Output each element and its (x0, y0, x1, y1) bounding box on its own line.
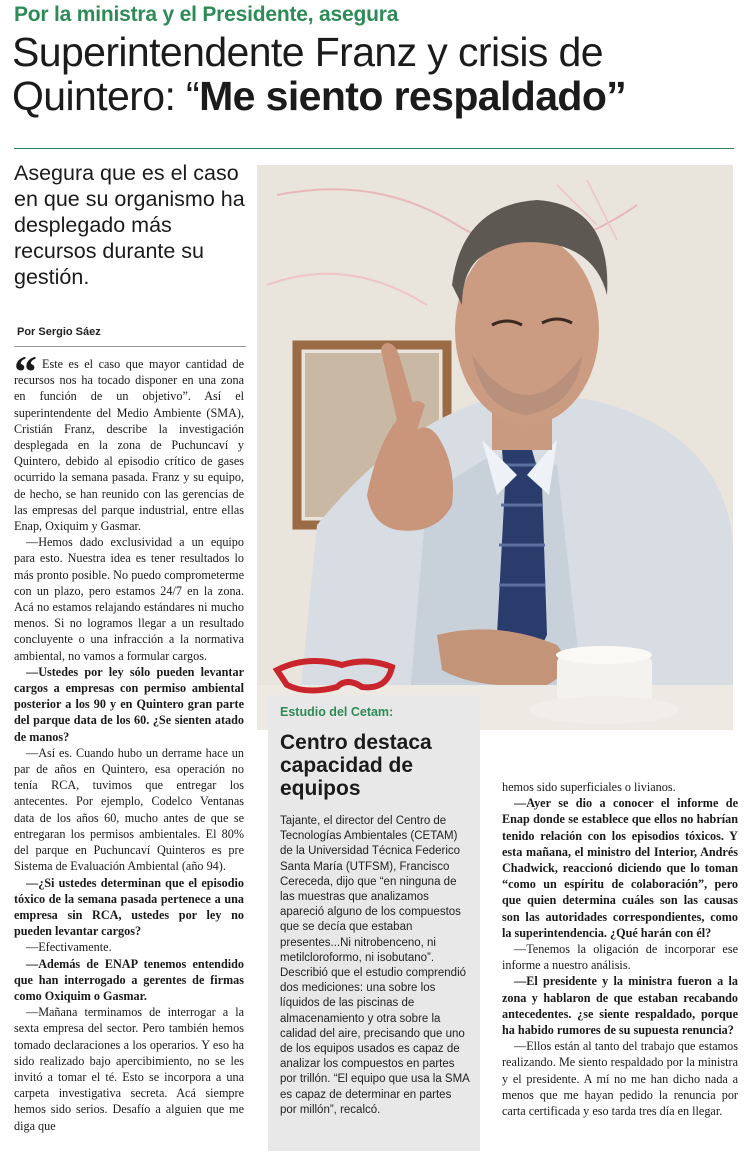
article-headline (12, 30, 747, 118)
answer-5: —Ellos están al tanto del trabajo que estamos realizando. Me siento respaldado por la ministra y el presidente. A mí no me han dicho nada a menos que me hayan pedido la renuncia por carta certificada y eso tarda tres día en llegar. (502, 1039, 738, 1119)
question-1: —Ustedes por ley sólo pueden levantar cargos a empresas con permiso ambiental posterior a los 90 y en Quintero gran parte del parque data de los 60. ¿Se sienten atado de manos? (14, 664, 244, 744)
opening-quote-icon: “ (14, 346, 37, 397)
sidebar-body: Tajante, el director del Centro de Tecnologías Ambientales (CETAM) de la Universidad Técnica Federico Santa María (UTFSM), Francisco Cereceda, dijo que “en ninguna de las muestras que analizamos apareció alguno de los compuestos que se decía que estaban presentes...Ni nitrobenceno, ni metilcloroformo, ni isobutano”. Describió que el estudio comprendió dos mediciones: una sobre los líquidos de las piscinas de almacenamiento y otra sobre la calidad del aire, precisando que uno de los equipos usados es capaz de analizar los compuestos en partes por trillón. “El equipo que usa la SMA es capaz de determinar en partes por millón”, recalcó. (280, 815, 470, 1116)
article-column-3 (502, 779, 738, 1119)
photo-illustration (257, 165, 733, 730)
lead-paragraph (14, 356, 244, 534)
article-kicker: Por la ministra y el Presidente, asegura (14, 3, 399, 26)
headline-bold: Me siento respaldado” (199, 73, 627, 119)
question-2: —¿Si ustedes determinan que el episodio tóxico de la semana pasada pertenece a una empresa sin RCA, ustedes por ley no pueden levantar cargos? (14, 875, 244, 939)
paragraph-1: —Hemos dado exclusividad a un equipo para esto. Nuestra idea es tener resultados lo más pronto posible. No puedo comprometerme con un plazo, pero estamos 24/7 en la zona. Acá no estamos relajando estándares ni mucho menos. Si no logramos llegar a un resultado concluyente o una infracción a la normativa ambiental, no vamos a formular cargos. (14, 535, 244, 663)
byline-divider (14, 346, 246, 347)
headline-regular: Superintendente Franz y crisis de Quintero: “ (12, 29, 603, 119)
byline: Por Sergio Sáez (17, 326, 101, 338)
article-column-1 (14, 356, 244, 1134)
lead-paragraph-text: Este es el caso que mayor cantidad de recursos nos ha tocado disponer en una zona en función de un objetivo”. Así el superintendente del Medio Ambiente (SMA), Cristián Franz, describe la investigación desplegada en la zona de Puchuncaví y Quintero, debido al episodio crítico de gases ocurrido la semana pasada. Franz y su equipo, de hecho, se han reunido con las gerencias de las empresas del parque industrial, entre ellas Enap, Oxiquim y Gasmar. (14, 357, 244, 534)
question-3: —Además de ENAP tenemos entendido que han interrogado a gerentes de firmas como Oxiquim o Gasmar. (14, 956, 244, 1003)
answer-3: —Mañana terminamos de interrogar a la sexta empresa del sector. Pero también hemos tomado declaraciones a los operarios. Y eso ha sido realizado bajo apercibimiento, no se les invitó a tomar el té. Esto se incorpora a una carpeta investigativa secreta. Acá siempre hemos sido serios. Desafío a alguien que me diga que (14, 1005, 244, 1133)
sidebar-box (268, 695, 480, 1151)
article-deck: Asegura que es el caso en que su organismo ha desplegado más recursos durante su gestión. (14, 161, 245, 289)
answer-1: —Así es. Cuando hubo un derrame hace un par de años en Quintero, esa operación no tenía RCA, tuvimos que entregar los antecentes. Por ejemplo, Codelco Ventanas data de los años 60, mucho antes de que se entregaran los permisos ambientales. El 80% del parque en Puchuncaví Quinteros es pre Sistema de Evaluación Ambiental (año 94). (14, 745, 244, 874)
answer-2: —Efectivamente. (26, 940, 112, 955)
continuation-line: hemos sido superficiales o livianos. (502, 780, 676, 794)
answer-4: —Tenemos la oligación de incorporar ese informe a nuestro análisis. (502, 942, 738, 973)
sidebar-title: Centro destaca capacidad de equipos (280, 731, 432, 800)
question-4: —Ayer se dio a conocer el informe de Enap donde se establece que ellos no habrían tenido relación con los episodios tóxicos. Y esta mañana, el ministro del Interior, Andrés Chadwick, reaccionó diciendo que lo toman “como un espíritu de colaboración”, pero que quien determina cuáles son las causas son las autoridades correspondientes, como la superintendencia. ¿Qué harán con él? (502, 796, 738, 940)
superintendent-photo (257, 165, 733, 730)
sidebar-kicker: Estudio del Cetam: (280, 705, 394, 719)
question-5: —El presidente y la ministra fueron a la zona y hablaron de que estaban recabando antecedentes. ¿se siente respaldado, porque ha habido rumores de su supuesta renuncia? (502, 974, 738, 1038)
headline-divider (14, 148, 734, 149)
